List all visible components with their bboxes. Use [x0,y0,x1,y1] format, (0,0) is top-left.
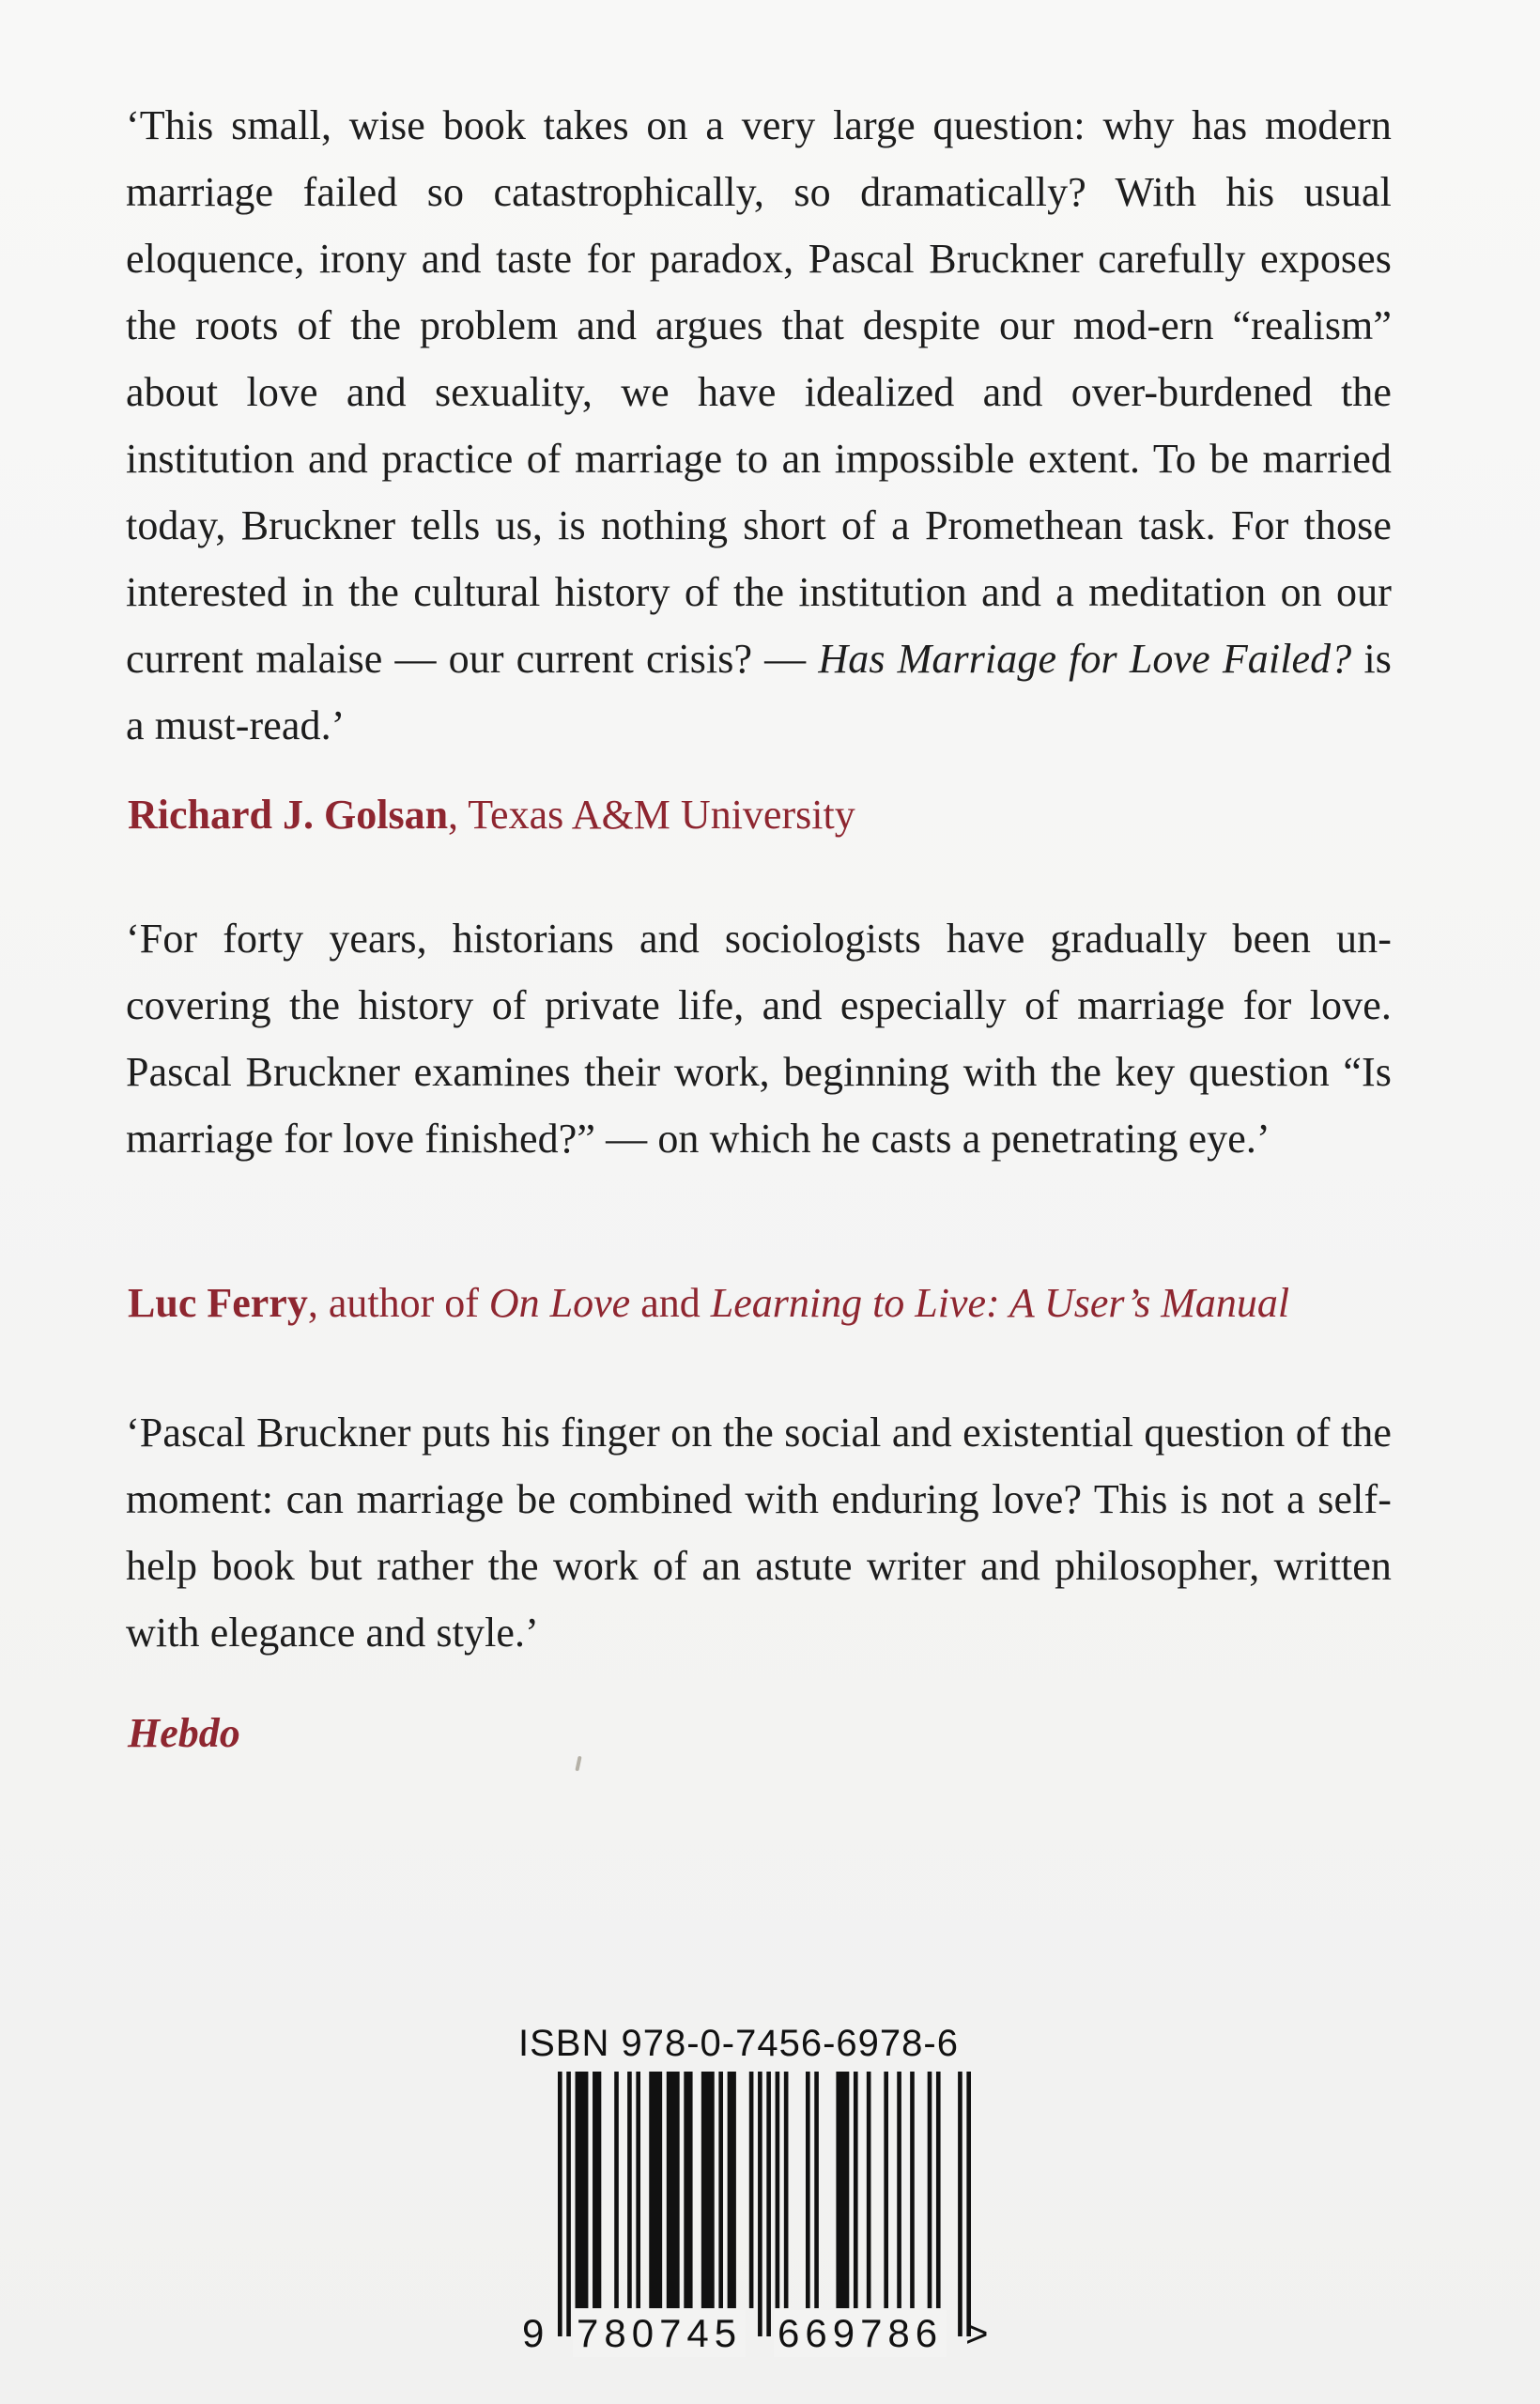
barcode-guard-bar [966,2072,971,2336]
barcode-bar [776,2072,780,2308]
barcode-bar [576,2072,589,2308]
barcode-bar [749,2072,754,2308]
barcode-bar [684,2072,692,2308]
barcode-bar [897,2072,901,2308]
review-attribution-1 [128,787,855,843]
review-quote-2 [126,905,1392,1172]
barcode-bar [936,2072,941,2308]
barcode-bar [627,2072,632,2308]
review-quote-1 [126,92,1392,759]
barcode-digit-first: 9 [522,2311,545,2355]
barcode-guard-bar [558,2072,562,2336]
barcode [558,2072,971,2336]
barcode-bar [854,2072,858,2308]
barcode-bar [910,2072,915,2308]
barcode-guard-bar [958,2072,962,2336]
barcode-guard-bar [566,2072,571,2336]
review-attribution-3 [128,1705,240,1762]
barcode-bar [784,2072,789,2308]
reviewer-work-2a: On Love [488,1280,631,1326]
barcode-bar [614,2072,619,2308]
barcode-bar [728,2072,736,2308]
isbn-barcode-block [518,2021,988,2396]
barcode-bar [867,2072,871,2308]
reviewer-role-2a: , author of [307,1280,489,1326]
reviewer-role-2b: and [630,1280,711,1326]
quote-1-book-title: Has Marriage for Love Failed? [818,636,1352,682]
barcode-quiet-zone-arrow: > [965,2311,989,2355]
reviewer-name-3: Hebdo [128,1710,240,1756]
isbn-label: ISBN 978-0-7456-6978-6 [518,2023,959,2064]
barcode-bar [884,2072,888,2308]
barcode-digits-left: 780745 [573,2310,746,2357]
barcode-bar [836,2072,849,2308]
reviewer-work-2b: Learning to Live: A User’s Manual [710,1280,1290,1326]
barcode-bar [814,2072,819,2308]
barcode-bar [593,2072,601,2308]
reviewer-name-1: Richard J. Golsan [128,792,449,838]
reviewer-affiliation-1: , Texas A&M University [448,792,855,838]
barcode-bar [928,2072,932,2308]
barcode-bar [718,2072,723,2308]
barcode-bar [667,2072,680,2308]
barcode-digits-right: 669786 [774,2310,947,2357]
barcode-guard-bar [758,2072,762,2336]
quote-2-text: ‘For forty years, historians and sociologists have gradually been un-covering the history of private life, and especially of marriage for love. Pascal Bruckner examines their work, beginning with the key question “Is marriage for love finished?” — on which he casts a penetrating eye.’ [126,916,1392,1162]
quote-1-text-b: is a must-read.’ [126,636,1392,748]
reviewer-name-2: Luc Ferry [128,1280,308,1326]
barcode-bar [649,2072,662,2308]
barcode-bar [806,2072,810,2308]
review-quote-3 [126,1399,1392,1666]
quote-3-text: ‘Pascal Bruckner puts his finger on the social and existential question of the moment: can marriage be combined with enduring love? This is not a self-help book but rather the work of an astute writer and philosopher, written with elegance and style.’ [126,1410,1392,1656]
barcode-bar [701,2072,715,2308]
quote-1-text-a: ‘This small, wise book takes on a very large question: why has modern marriage failed so catastrophically, so dramatically? With his usual eloquence, irony and taste for paradox, Pascal Bruckner carefully exposes the roots of the problem and argues that despite our mod-ern “realism” about love and sexuality, we have idealized and over-burdened the institution and practice of marriage to an impossible extent. To be married today, Bruckner tells us, is nothing short of a Promethean task. For those interested in the cultural history of the institution and a meditation on our current malaise — our current crisis? — [126,102,1392,682]
paper-speck [575,1756,581,1771]
barcode-bar [636,2072,640,2308]
barcode-guard-bar [766,2072,771,2336]
review-attribution-2 [128,1275,1289,1332]
